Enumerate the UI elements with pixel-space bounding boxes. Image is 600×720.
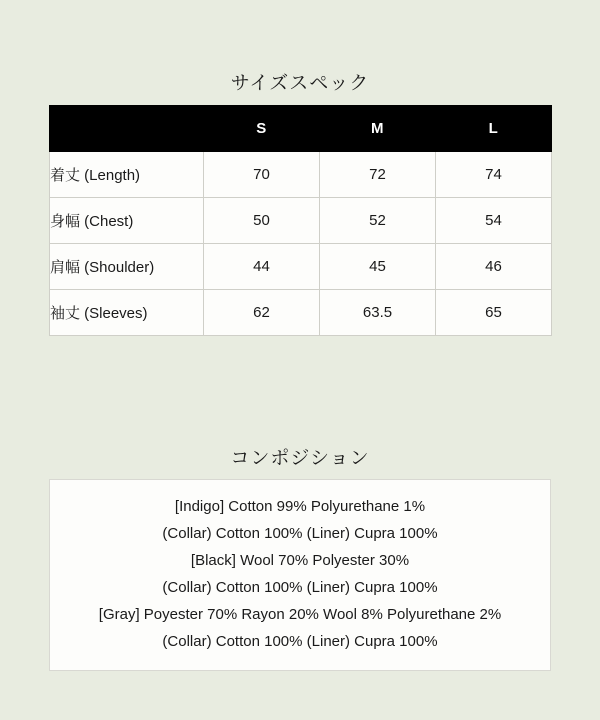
cell-shoulder-m: 45 xyxy=(320,244,436,290)
composition-line: (Collar) Cotton 100% (Liner) Cupra 100% xyxy=(162,633,438,650)
size-spec-table xyxy=(49,105,552,336)
cell-length-s: 70 xyxy=(204,152,320,198)
table-header-row xyxy=(50,106,552,152)
table-row xyxy=(50,152,552,198)
table-header xyxy=(50,106,552,152)
table-row xyxy=(50,244,552,290)
row-label-length: 着丈 (Length) xyxy=(50,152,204,198)
table-header-cell-blank xyxy=(50,106,204,152)
table-header-cell-m: M xyxy=(320,106,436,152)
size-spec-title: サイズスペック xyxy=(230,73,370,94)
row-label-sleeves: 袖丈 (Sleeves) xyxy=(50,290,204,336)
cell-sleeves-l: 65 xyxy=(436,290,552,336)
table-row xyxy=(50,290,552,336)
size-spec-table-wrapper xyxy=(49,105,551,336)
cell-chest-m: 52 xyxy=(320,198,436,244)
row-label-chest: 身幅 (Chest) xyxy=(50,198,204,244)
cell-length-m: 72 xyxy=(320,152,436,198)
cell-length-l: 74 xyxy=(436,152,552,198)
cell-sleeves-m: 63.5 xyxy=(320,290,436,336)
table-header-cell-l: L xyxy=(436,106,552,152)
cell-chest-s: 50 xyxy=(204,198,320,244)
composition-panel xyxy=(49,479,551,671)
table-body xyxy=(50,152,552,336)
composition-line: (Collar) Cotton 100% (Liner) Cupra 100% xyxy=(162,579,438,596)
cell-chest-l: 54 xyxy=(436,198,552,244)
composition-line: (Collar) Cotton 100% (Liner) Cupra 100% xyxy=(162,525,438,542)
table-header-cell-s: S xyxy=(204,106,320,152)
composition-line: [Gray] Poyester 70% Rayon 20% Wool 8% Polyurethane 2% xyxy=(98,606,502,623)
cell-sleeves-s: 62 xyxy=(204,290,320,336)
composition-title: コンポジション xyxy=(230,448,370,469)
row-label-shoulder: 肩幅 (Shoulder) xyxy=(50,244,204,290)
table-row xyxy=(50,198,552,244)
cell-shoulder-l: 46 xyxy=(436,244,552,290)
composition-line: [Indigo] Cotton 99% Polyurethane 1% xyxy=(174,498,426,515)
cell-shoulder-s: 44 xyxy=(204,244,320,290)
composition-line: [Black] Wool 70% Polyester 30% xyxy=(190,552,410,569)
